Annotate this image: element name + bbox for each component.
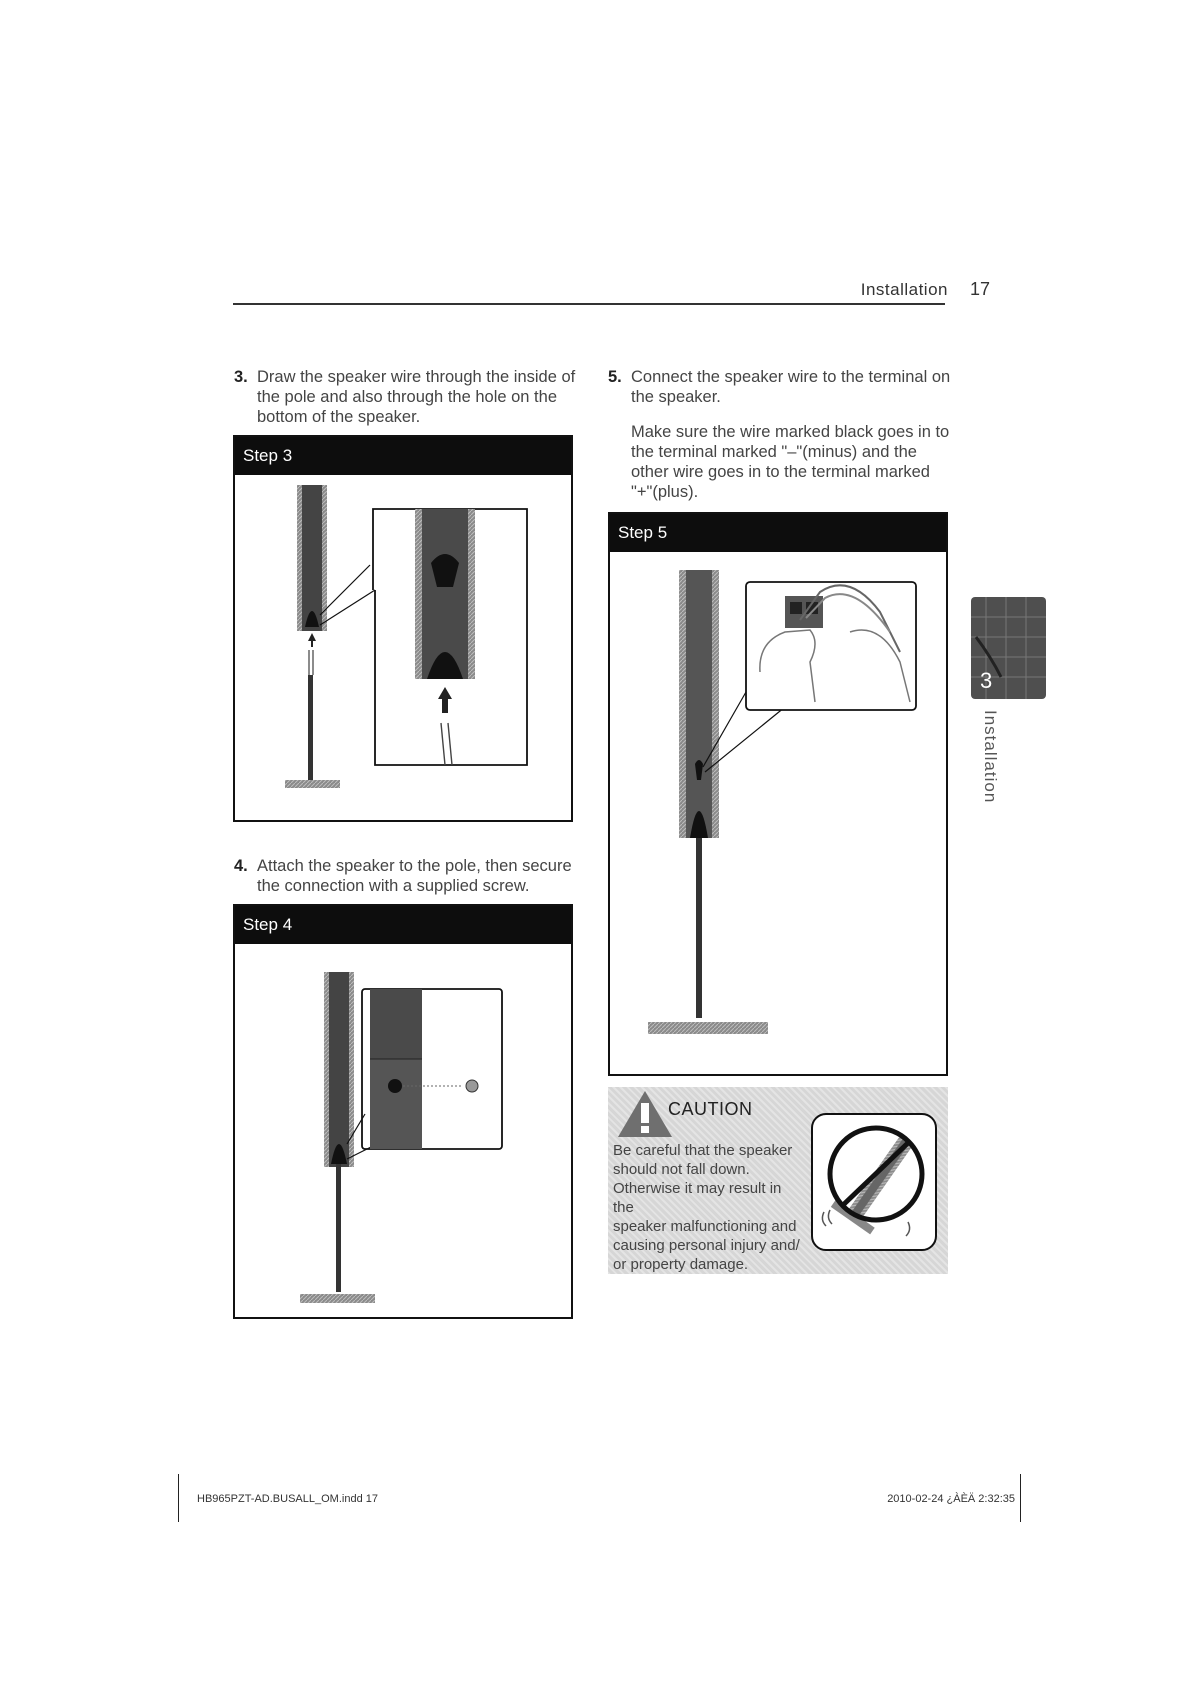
step-3-illustration <box>235 475 571 820</box>
falling-speaker-picture <box>810 1112 938 1252</box>
caution-title: CAUTION <box>668 1099 753 1119</box>
caution-line: or property damage. <box>613 1256 749 1273</box>
step-5-instruction <box>608 367 951 407</box>
caution-text <box>613 1141 803 1274</box>
caution-line: Otherwise it may result in the <box>613 1180 782 1216</box>
caution-line: Be careful that the speaker <box>613 1142 793 1159</box>
caution-triangle-icon <box>616 1089 674 1139</box>
chapter-label-text: Installation <box>981 710 1000 804</box>
chapter-label <box>978 712 1002 832</box>
step-3-instruction <box>234 367 587 427</box>
caution-line: should not fall down. <box>613 1161 750 1178</box>
step-5-illustration <box>610 552 946 1074</box>
caution-line: speaker malfunctioning and <box>613 1218 797 1235</box>
header-rule <box>233 303 945 305</box>
footer-timestamp: 2010-02-24 ¿ÀÈÄ 2:32:35 <box>887 1493 1015 1505</box>
caution-box <box>608 1087 948 1274</box>
running-header-section: Installation <box>860 280 948 299</box>
step-4-number: 4. <box>234 857 248 875</box>
step-3-text: Draw the speaker wire through the inside of the pole and also through the hole on the bottom of the speaker. <box>257 368 576 426</box>
step-4-text: Attach the speaker to the pole, then secure the connection with a supplied screw. <box>257 857 572 895</box>
step-4-illustration <box>235 944 571 1317</box>
step-3-number: 3. <box>234 368 248 386</box>
chapter-number: 3 <box>980 668 993 693</box>
step-3-figure <box>233 435 573 822</box>
step-5-figure-label: Step 5 <box>610 514 946 552</box>
footer-rule-left <box>178 1474 179 1522</box>
step-5-number: 5. <box>608 368 622 386</box>
step-5-figure <box>608 512 948 1076</box>
page-number: 17 <box>970 279 991 299</box>
caution-line: causing personal injury and/ <box>613 1237 800 1254</box>
footer-filename: HB965PZT-AD.BUSALL_OM.indd 17 <box>197 1493 378 1505</box>
step-3-figure-label: Step 3 <box>235 437 571 475</box>
step-5-note: Make sure the wire marked black goes in to the terminal marked "–"(minus) and the other wire goes in to the terminal marked "+"(plus). <box>631 423 950 501</box>
step-4-instruction <box>234 856 587 896</box>
step-4-figure-label: Step 4 <box>235 906 571 944</box>
footer-rule-right <box>1020 1474 1021 1522</box>
step-4-figure <box>233 904 573 1319</box>
step-5-text: Connect the speaker wire to the terminal on the speaker. <box>631 368 951 406</box>
